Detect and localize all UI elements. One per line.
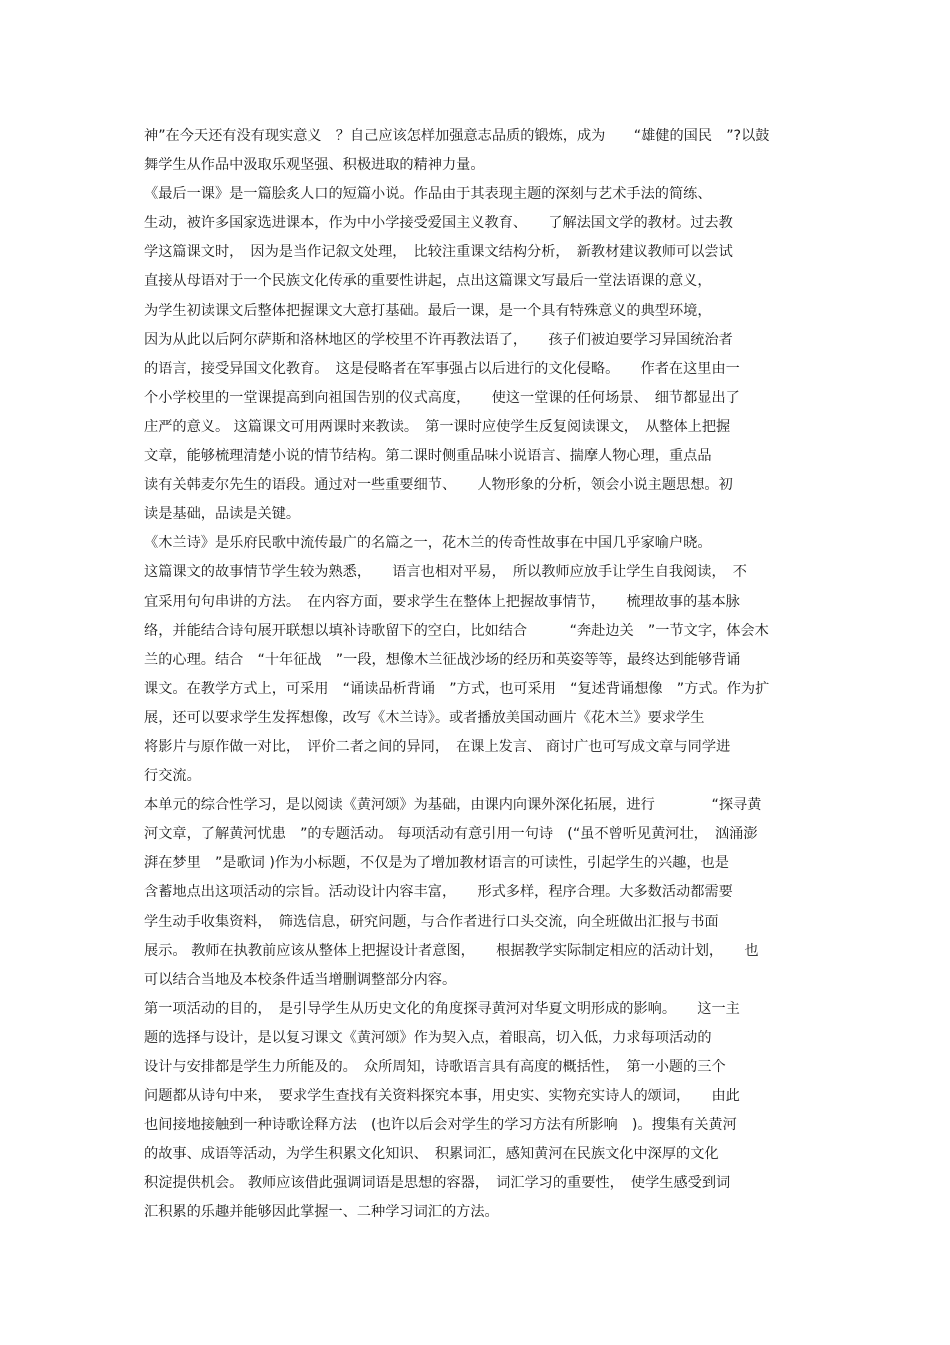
text-line: 展示。 教师在执教前应该从整体上把握设计者意图， 根据教学实际制定相应的活动计划， 也 [144, 942, 759, 959]
text-line: 为学生初读课文后整体把握课文大意打基础。最后一课，是一个具有特殊意义的典型环境， [144, 302, 712, 319]
text-line: 络，并能结合诗句展开联想以填补诗歌留下的空白，比如结合 “奔赴边关 ”一节文字，体会木 [144, 622, 769, 639]
text-line: 学这篇课文时， 因为是当作记叙文处理， 比较注重课文结构分析， 新教材建议教师可以尝试 [144, 244, 733, 261]
text-line: 可以结合当地及本校条件适当增删调整部分内容。 [144, 971, 457, 988]
text-line: 庄严的意义。 这篇课文可用两课时来教读。 第一课时应使学生反复阅读课文， 从整体上把握 [144, 418, 731, 435]
text-line: 的故事、成语等活动，为学生积累文化知识、 积累词汇，感知黄河在民族文化中深厚的文化 [144, 1146, 719, 1163]
text-line: 神”在今天还有没有现实意义 ？自己应该怎样加强意志品质的锻炼，成为 “雄健的国民 ”?以鼓 [144, 128, 770, 144]
text-line: 也间接地接触到一种诗歌诠释方法 (也许以后会对学生的学习方法有所影响 )。搜集有关黄河 [144, 1117, 737, 1134]
text-line: 本单元的综合性学习，是以阅读《黄河颂》为基础，由课内向课外深化拓展，进行 “探寻黄 [144, 797, 762, 814]
text-line: 设计与安排都是学生力所能及的。 众所周知，诗歌语言具有高度的概括性， 第一小题的三个 [144, 1059, 726, 1075]
text-line: 行交流。 [144, 768, 201, 785]
text-line: 学生动手收集资料， 筛选信息，研究问题，与合作者进行口头交流，向全班做出汇报与书面 [144, 913, 719, 930]
text-line: 积淀提供机会。 教师应该借此强调词语是思想的容器， 词汇学习的重要性， 使学生感受到词 [144, 1175, 731, 1192]
text-line: 宜采用句句串讲的方法。 在内容方面，要求学生在整体上把握故事情节， 梳理故事的基本脉 [144, 593, 740, 610]
text-line: 舞学生从作品中汲取乐观坚强、积极进取的精神力量。 [144, 157, 485, 174]
text-line: 《最后一课》是一篇脍炙人口的短篇小说。作品由于其表现主题的深刻与艺术手法的简练、 [144, 186, 712, 203]
text-line: 因为从此以后阿尔萨斯和洛林地区的学校里不许再教法语了， 孩子们被迫要学习异国统治者 [144, 331, 733, 348]
text-line: 文章，能够梳理清楚小说的情节结构。第二课时侧重品味小说语言、揣摩人物心理，重点品 [144, 448, 712, 465]
text-line: 生动，被许多国家选进课本，作为中小学接受爱国主义教育、 了解法国文学的教材。过去教 [144, 215, 733, 232]
text-line: 问题都从诗句中来， 要求学生查找有关资料探究本事，用史实、实物充实诗人的颂词， 由此 [144, 1088, 740, 1105]
text-line: 含蓄地点出这项活动的宗旨。活动设计内容丰富， 形式多样，程序合理。大多数活动都需要 [144, 884, 733, 901]
text-line: 个小学校里的一堂课提高到向祖国告别的仪式高度， 使这一堂课的任何场景、 细节都显出了 [144, 389, 740, 406]
text-line: 课文。在教学方式上，可采用 “诵读品析背诵 ”方式，也可采用 “复述背诵想像 ”方式。作为扩 [144, 680, 770, 697]
text-line: 湃在梦里 ”是歌词 )作为小标题，不仅是为了增加教材语言的可读性，引起学生的兴趣，也是 [144, 855, 729, 872]
text-line: 读有关韩麦尔先生的语段。通过对一些重要细节、 人物形象的分析，领会小说主题思想。初 [144, 477, 733, 494]
text-line: 《木兰诗》是乐府民歌中流传最广的名篇之一，花木兰的传奇性故事在中国几乎家喻户晓。 [144, 535, 712, 552]
text-line: 读是基础，品读是关键。 [144, 506, 301, 523]
text-line: 直接从母语对于一个民族文化传承的重要性讲起，点出这篇课文写最后一堂法语课的意义， [144, 273, 712, 290]
text-line: 兰的心理。结合 “十年征战 ”一段，想像木兰征战沙场的经历和英姿等等，最终达到能够背诵 [144, 651, 741, 668]
text-line: 河文章，了解黄河忧患 ”的专题活动。 每项活动有意引用一句诗 (“虽不曾听见黄河壮， 汹涌澎 [144, 826, 758, 843]
text-line: 第一项活动的目的， 是引导学生从历史文化的角度探寻黄河对华夏文明形成的影响。 这一主 [144, 1000, 740, 1017]
text-line: 汇积累的乐趣并能够因此掌握一、二种学习词汇的方法。 [144, 1204, 499, 1221]
text-line: 将影片与原作做一对比， 评价二者之间的异同， 在课上发言、 商讨广也可写成文章与同学进 [144, 738, 731, 755]
text-line: 展，还可以要求学生发挥想像，改写《木兰诗》。或者播放美国动画片《花木兰》要求学生 [144, 709, 705, 726]
text-line: 的语言，接受异国文化教育。 这是侵略者在军事强占以后进行的文化侵略。 作者在这里由一 [144, 360, 740, 377]
body-text [144, 122, 809, 1228]
text-line: 这篇课文的故事情节学生较为熟悉， 语言也相对平易， 所以教师应放手让学生自我阅读， 不 [144, 564, 747, 581]
text-line: 题的选择与设计，是以复习课文《黄河颂》作为契入点，着眼高，切入低，力求每项活动的 [144, 1029, 712, 1046]
